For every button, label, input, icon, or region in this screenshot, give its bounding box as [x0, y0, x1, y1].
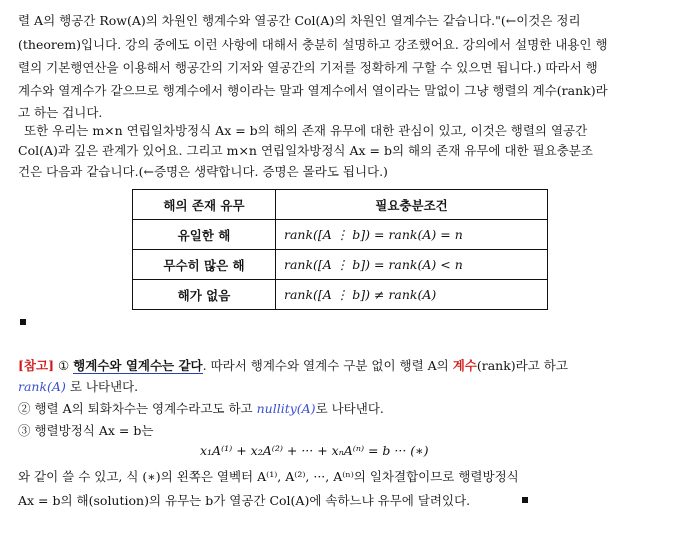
note-item1-tail: (rank)라고 하고: [476, 358, 568, 373]
note-rank-word: 계수: [452, 358, 477, 373]
p1-line3: 렬의 기본행연산을 이용해서 행공간의 기저와 열공간의 기저를 정확하게 구할 수 있으면 됩니다.) 따라서 행: [18, 60, 598, 75]
note-nullity-math: nullity(A): [256, 401, 316, 416]
note-item1-text: . 따라서 행계수와 열계수 구분 없이 행렬 A의: [202, 358, 449, 373]
p1-line4: 계수와 열계수가 같으므로 행계수에서 행이라는 말과 열계수에서 열이라는 말없이 그냥 행렬의 계수(rank)라: [18, 83, 608, 98]
table-row: [133, 220, 548, 250]
p1-line1: 렬 A의 행공간 Row(A)의 차원인 행계수와 열공간 Col(A)의 차원인 열계수는 같습니다."(←이것은 정리: [18, 13, 581, 28]
p1-line5: 고 하는 겁니다.: [18, 105, 103, 120]
note-after-line1: 와 같이 쓸 수 있고, 식 (∗)의 왼쪽은 열벡터 A⁽¹⁾, A⁽²⁾, ···, A⁽ⁿ⁾의 일차결합이므로 행렬방정식: [18, 469, 519, 484]
table-header-condition: 필요충분조건: [276, 190, 548, 220]
note-item1-line2-text: 로 나타낸다.: [69, 379, 139, 394]
row-infinite-condition: rank([A ⋮ b]) = rank(A) < n: [276, 250, 548, 280]
p2-line1: 또한 우리는 m×n 연립일차방정식 Ax = b의 해의 존재 유무에 대한 관심이 있고, 이것은 행렬의 열공간: [24, 123, 588, 138]
table-row: [133, 280, 548, 310]
note-after-line2: Ax = b의 해(solution)의 유무는 b가 열공간 Col(A)에 속하느냐 유무에 달려있다.: [18, 493, 471, 508]
end-square-icon: [20, 319, 26, 325]
table-header-existence: 해의 존재 유무: [133, 190, 276, 220]
note-item1-title: 행계수와 열계수는 같다: [73, 358, 203, 373]
note-item1-num: ①: [57, 358, 70, 373]
note-item1-line1: [18, 357, 568, 375]
note-item2-tail: 로 나타낸다.: [315, 401, 384, 416]
note-item2-text: ② 행렬 A의 퇴화차수는 영계수라고도 하고: [18, 401, 253, 416]
p2-line3: 건은 다음과 같습니다.(←증명은 생략합니다. 증명은 몰라도 됩니다.): [18, 164, 388, 179]
table-row: [133, 250, 548, 280]
note-rank-math: rank(A): [18, 379, 66, 394]
row-unique-label: 유일한 해: [133, 220, 276, 250]
end-square-icon: [522, 497, 528, 503]
note-item2: [18, 400, 384, 418]
note-item1-line2: [18, 378, 138, 396]
row-infinite-label: 무수히 많은 해: [133, 250, 276, 280]
existence-condition-table: [132, 189, 548, 310]
p2-line2: Col(A)과 깊은 관계가 있어요. 그리고 m×n 연립일차방정식 Ax = b의 해의 존재 유무에 대한 필요충분조: [18, 143, 593, 158]
row-unique-condition: rank([A ⋮ b]) = rank(A) = n: [276, 220, 548, 250]
row-none-condition: rank([A ⋮ b]) ≠ rank(A): [276, 280, 548, 310]
table-header-row: [133, 190, 548, 220]
note-item3: ③ 행렬방정식 Ax = b는: [18, 423, 154, 438]
p1-line2: (theorem)입니다. 강의 중에도 이런 사항에 대해서 충분히 설명하고 강조했어요. 강의에서 설명한 내용인 행: [18, 37, 608, 52]
note-tag: [참고]: [18, 358, 54, 373]
linear-combination-equation: x₁A⁽¹⁾ + x₂A⁽²⁾ + ··· + xₙA⁽ⁿ⁾ = b ··· (∗): [200, 443, 429, 458]
row-none-label: 해가 없음: [133, 280, 276, 310]
